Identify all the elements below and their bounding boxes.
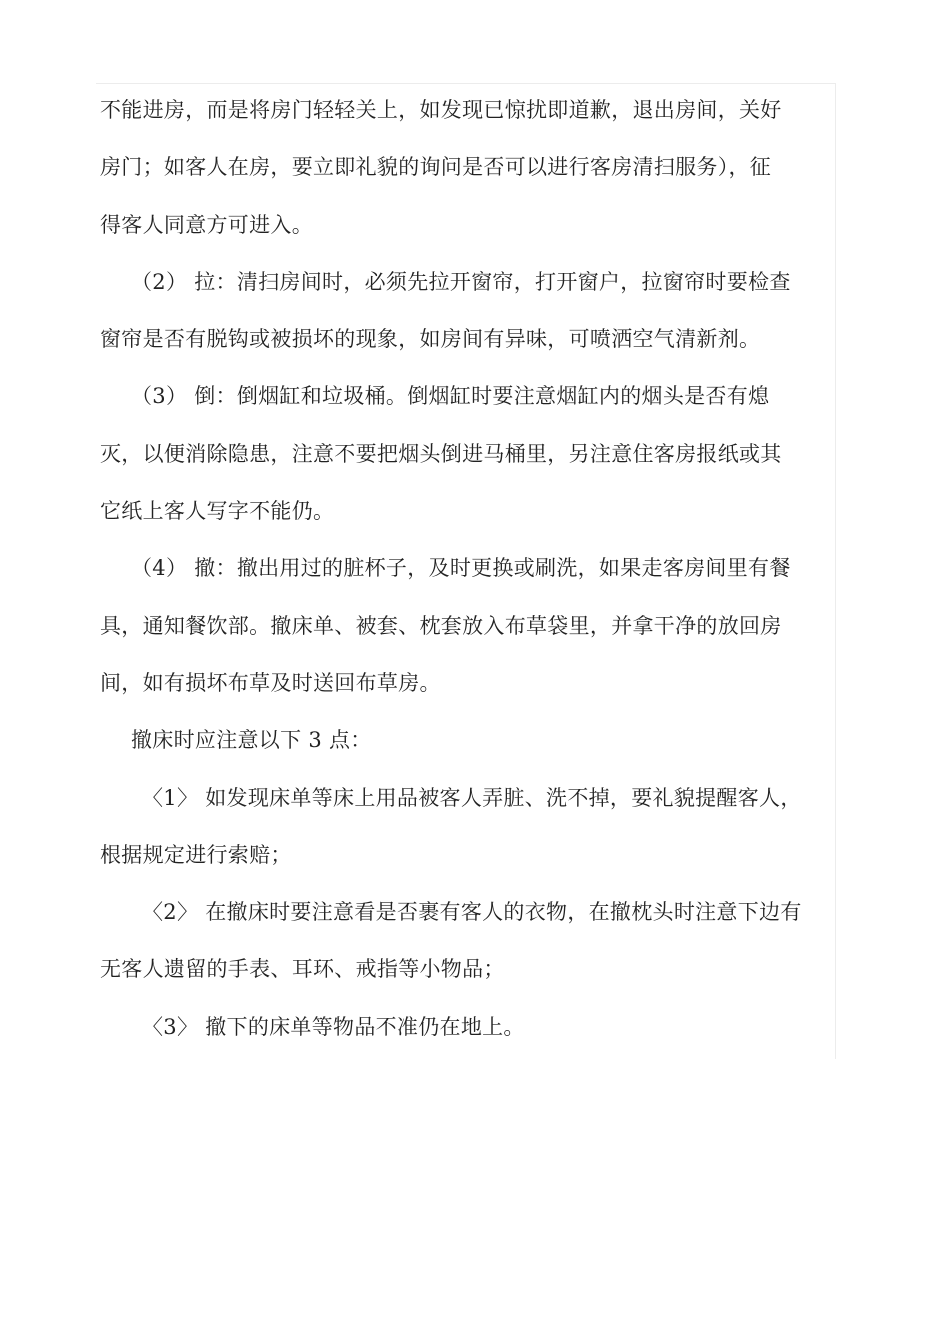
- paragraph-note-2: [100, 884, 830, 999]
- text-line: 房门；如客人在房，要立即礼貌的询问是否可以进行客房清扫服务），征: [100, 155, 772, 180]
- text-line: 不能进房，而是将房门轻轻关上，如发现已惊扰即道歉，退出房间，关好: [100, 98, 782, 122]
- paragraph-note-3: [100, 999, 830, 1056]
- paragraph-remove: [100, 540, 830, 712]
- document-body: [100, 82, 830, 1056]
- text-line: 〈1〉 如发现床单等床上用品被客人弄脏、洗不掉，要礼貌提醒客人，: [142, 785, 802, 810]
- text-line: 撤床时应注意以下 3 点：: [131, 728, 372, 753]
- paragraph-pull: [100, 254, 830, 369]
- text-line: 无客人遗留的手表、耳环、戒指等小物品；: [100, 957, 505, 982]
- text-line: 间，如有损坏布草及时送回布草房。: [100, 670, 441, 695]
- text-line: 〈3〉 撤下的床单等物品不准仍在地上。: [142, 1014, 525, 1039]
- paragraph-knock-continued: [100, 82, 830, 254]
- paragraph-notes-heading: [100, 712, 830, 769]
- text-line: （4） 撤：撤出用过的脏杯子，及时更换或刷洗，如果走客房间里有餐: [131, 556, 791, 581]
- text-line: （2） 拉：清扫房间时，必须先拉开窗帘，打开窗户，拉窗帘时要检查: [131, 269, 791, 294]
- text-line: 得客人同意方可进入。: [100, 212, 313, 237]
- text-line: 具，通知餐饮部。撤床单、被套、枕套放入布草袋里，并拿干净的放回房: [100, 613, 782, 638]
- text-line: 〈2〉 在撤床时要注意看是否裹有客人的衣物，在撤枕头时注意下边有: [142, 900, 802, 925]
- paragraph-note-1: [100, 770, 830, 885]
- text-line: 它纸上客人写字不能仍。: [100, 499, 335, 524]
- paragraph-empty: [100, 368, 830, 540]
- text-line: 根据规定进行索赔；: [100, 842, 292, 867]
- text-line: 窗帘是否有脱钩或被损坏的现象，如房间有异味，可喷洒空气清新剂。: [100, 327, 761, 352]
- text-line: 灭，以便消除隐患，注意不要把烟头倒进马桶里，另注意住客房报纸或其: [100, 441, 782, 466]
- text-line: （3） 倒：倒烟缸和垃圾桶。倒烟缸时要注意烟缸内的烟头是否有熄: [131, 384, 770, 409]
